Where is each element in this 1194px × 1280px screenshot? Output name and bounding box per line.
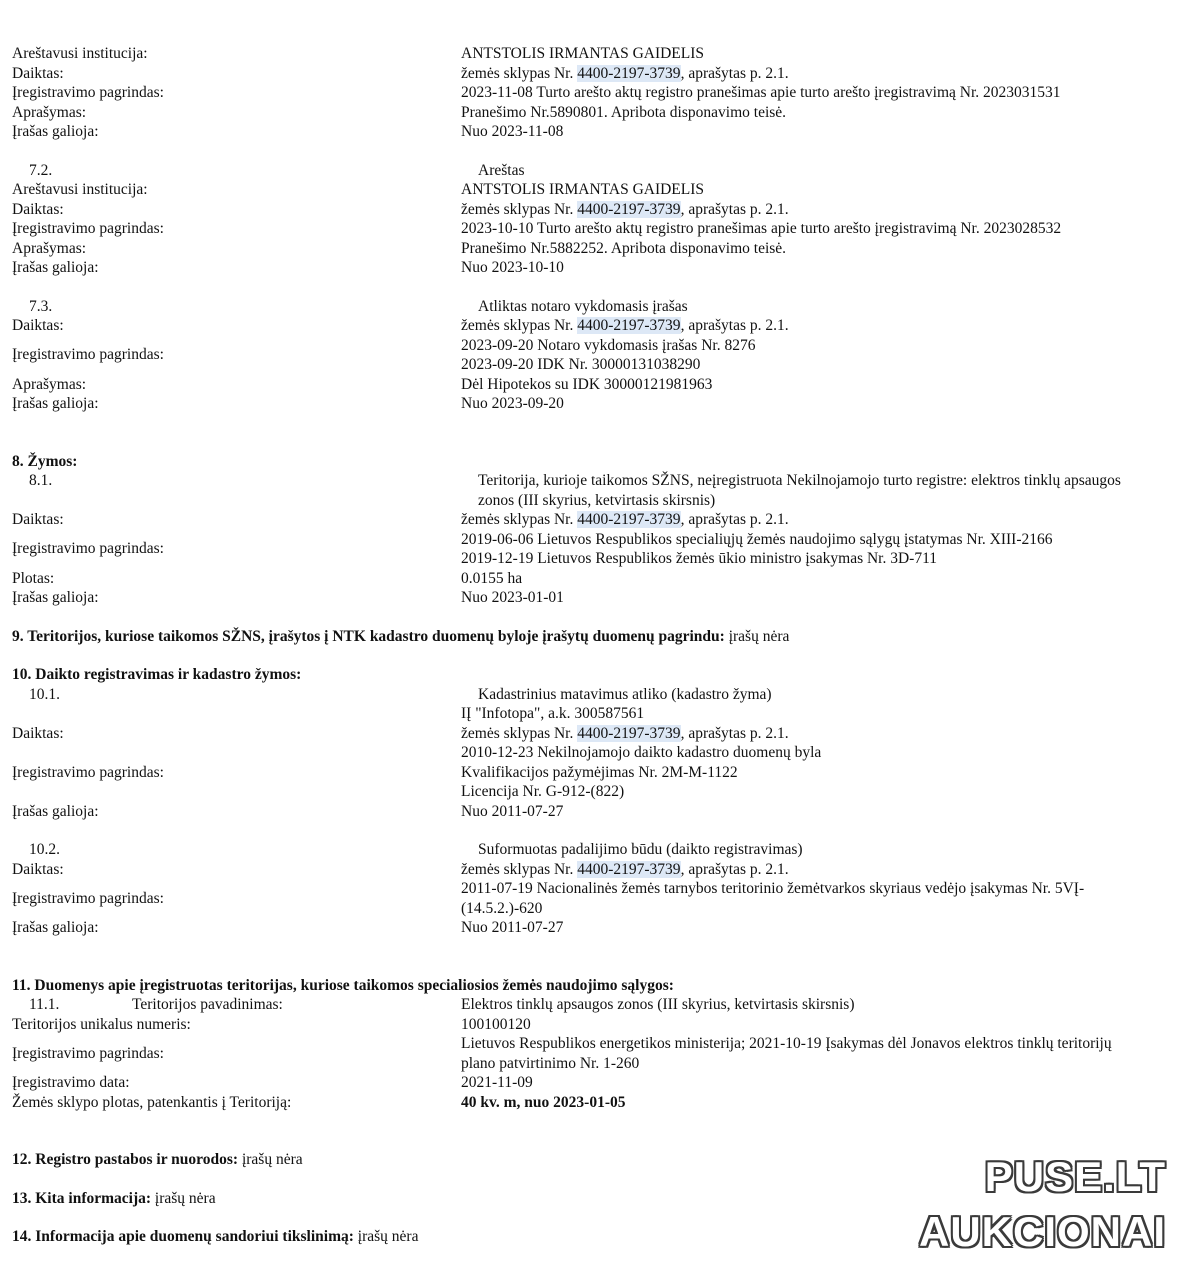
field-value [461, 860, 1141, 880]
entry-row [12, 802, 1182, 822]
object-prefix: žemės sklypas Nr. [461, 200, 578, 218]
section-title: 14. Informacija apie duomenų sandoriui tikslinimą: [12, 1228, 354, 1245]
field-value: 2021-11-09 [461, 1074, 533, 1091]
field-value: 0.0155 ha [461, 569, 523, 587]
field-label: Žemės sklypo plotas, patenkantis į Teritoriją: [12, 1093, 292, 1111]
section-title: 9. Teritorijos, kuriose taikomos SŽNS, įrašytos į NTK kadastro duomenų byloje įrašytų duomenų pagrindu: [12, 627, 725, 645]
field-label: Aprašymas: [12, 375, 87, 393]
object-prefix: žemės sklypas Nr. [461, 724, 578, 742]
section-heading: 8. Žymos: [12, 452, 78, 470]
field-value [461, 510, 1141, 530]
object-suffix: , aprašytas p. 2.1. [680, 317, 789, 334]
field-label: Daiktas: [12, 200, 64, 218]
registry-document [12, 44, 1182, 1247]
basis-line: 2019-06-06 Lietuvos Respublikos specialiųjų žemės naudojimo sąlygų įstatymas Nr. XIII-2166 [461, 530, 1053, 548]
parcel-number: 4400-2197-3739 [577, 200, 681, 218]
entry-row [12, 83, 1182, 103]
field-value [461, 336, 1141, 375]
entry-row [12, 103, 1182, 123]
entry-row [12, 180, 1182, 200]
object-prefix: žemės sklypas Nr. [461, 64, 578, 82]
field-value: 40 kv. m, nuo 2023-01-05 [461, 1093, 626, 1111]
field-value: ANTSTOLIS IRMANTAS GAIDELIS [461, 181, 705, 198]
entry-number-label [12, 995, 461, 1015]
field-label: Teritorijos pavadinimas: [132, 996, 283, 1013]
field-value: Pranešimo Nr.5882252. Apribota disponavimo teisė. [461, 239, 787, 257]
field-value: Dėl Hipotekos su IDK 30000121981963 [461, 375, 713, 393]
field-label: Įregistravimo pagrindas: [12, 1044, 164, 1062]
field-label: Daiktas: [12, 724, 64, 742]
section-status: įrašų nėra [151, 1189, 216, 1207]
field-label: Daiktas: [12, 64, 64, 82]
field-value: Nuo 2011-07-27 [461, 919, 564, 936]
field-label: Įrašas galioja: [12, 259, 99, 276]
field-label: Daiktas: [12, 317, 64, 334]
field-value: Nuo 2023-01-01 [461, 589, 564, 606]
entry-row [12, 510, 1182, 530]
section-title: 13. Kita informacija: [12, 1189, 152, 1207]
entry-number-row [12, 685, 1182, 705]
field-value: Nuo 2023-10-10 [461, 259, 564, 276]
entry-row [12, 724, 1182, 744]
basis-line: 2023-09-20 Notaro vykdomasis įrašas Nr. 8276 [461, 336, 756, 354]
entry-title: Atliktas notaro vykdomasis įrašas [478, 297, 688, 315]
field-label: Įregistravimo pagrindas: [12, 220, 164, 237]
object-suffix: , aprašytas p. 2.1. [680, 724, 789, 742]
entry-title: Areštas [478, 161, 525, 179]
field-value [461, 200, 1141, 220]
field-label: Įrašas galioja: [12, 919, 99, 936]
entry-title: Kadastrinius matavimus atliko (kadastro žyma) [478, 685, 772, 703]
field-label: Įrašas galioja: [12, 802, 99, 820]
entry-row [12, 1015, 1182, 1035]
field-value: Elektros tinklų apsaugos zonos (III skyrius, ketvirtasis skirsnis) [461, 996, 855, 1013]
watermark-line-2: AUKCIONAI [919, 1208, 1166, 1255]
entry-row [12, 530, 1182, 569]
entry-number-row [12, 161, 1182, 181]
field-value: 2011-07-19 Nacionalinės žemės tarnybos teritorinio žemėtvarkos skyriaus vedėjo įsakymas Nr. 5VĮ-(14.5.2.)-620 [461, 880, 1085, 917]
field-value [461, 64, 1141, 84]
field-label: Įrašas galioja: [12, 395, 99, 412]
field-value [461, 743, 1141, 802]
field-label: Aprašymas: [12, 103, 87, 121]
field-value: 100100120 [461, 1015, 531, 1033]
field-value: Pranešimo Nr.5890801. Apribota disponavimo teisė. [461, 103, 787, 121]
parcel-number: 4400-2197-3739 [577, 511, 681, 528]
basis-line: 2019-12-19 Lietuvos Respublikos žemės ūkio ministro įsakymas Nr. 3D-711 [461, 550, 938, 567]
entry-number: 10.2. [29, 841, 60, 858]
entry-title: Teritorija, kurioje taikomos SŽNS, neįregistruota Nekilnojamojo turto registre: elektros tinklų apsaugos zonos (III skyrius, ketvirtasis skirsnis) [478, 472, 1121, 509]
field-value: 2023-11-08 Turto arešto aktų registro pranešimas apie turto arešto įregistravimą Nr. 2023031531 [461, 84, 1061, 101]
field-label: Įregistravimo pagrindas: [12, 540, 164, 558]
field-label: Areštavusi institucija: [12, 45, 148, 62]
field-label: Įregistravimo pagrindas: [12, 763, 164, 781]
entry-row [12, 44, 1182, 64]
section-status: įrašų nėra [353, 1228, 419, 1245]
entry-row [12, 743, 1182, 802]
entry-row [12, 879, 1182, 918]
object-prefix: žemės sklypas Nr. [461, 860, 578, 878]
field-value: Nuo 2023-09-20 [461, 395, 564, 412]
field-label: Įregistravimo pagrindas: [12, 889, 164, 907]
entry-row [12, 64, 1182, 84]
section-heading [12, 627, 1182, 647]
field-label: Areštavusi institucija: [12, 181, 148, 198]
parcel-number: 4400-2197-3739 [577, 317, 681, 334]
entry-number: 8.1. [29, 472, 53, 489]
entry-row [12, 219, 1182, 239]
field-value [461, 530, 1141, 569]
section-status: įrašų nėra [238, 1151, 303, 1168]
parcel-number: 4400-2197-3739 [577, 64, 681, 82]
entry-number: 7.3. [29, 297, 53, 315]
entry-number: 7.2. [29, 161, 53, 179]
field-value [461, 724, 1141, 744]
entry-number: 10.1. [29, 685, 60, 703]
field-label: Daiktas: [12, 511, 64, 528]
entry-number-row [12, 297, 1182, 317]
field-label: Įregistravimo pagrindas: [12, 84, 164, 101]
entry-row [12, 336, 1182, 375]
field-label: Daiktas: [12, 860, 64, 878]
object-prefix: žemės sklypas Nr. [461, 511, 578, 528]
parcel-number: 4400-2197-3739 [577, 860, 681, 878]
entry-row [12, 569, 1182, 589]
section-heading: 11. Duomenys apie įregistruotas teritorijas, kuriose taikomos specialiosios žemės naudojimo sąlygos: [12, 976, 674, 994]
basis-line: 2023-09-20 IDK Nr. 30000131038290 [461, 356, 701, 373]
section-heading: 10. Daikto registravimas ir kadastro žymos: [12, 666, 302, 683]
basis-line: Licencija Nr. G-912-(822) [461, 783, 625, 800]
field-label: Teritorijos unikalus numeris: [12, 1015, 191, 1033]
entry-row [12, 122, 1182, 142]
entry-number: 11.1. [29, 996, 60, 1013]
field-value: Lietuvos Respublikos energetikos ministerija; 2021-10-19 Įsakymas dėl Jonavos elektros tinklų teritorijų plano patvirtinimo Nr. 1-260 [461, 1035, 1112, 1072]
entry-row [12, 200, 1182, 220]
field-label: Plotas: [12, 569, 55, 587]
field-label: Įregistravimo pagrindas: [12, 346, 164, 364]
parcel-number: 4400-2197-3739 [577, 724, 681, 742]
entry-row [12, 1034, 1182, 1073]
field-label: Aprašymas: [12, 239, 87, 257]
section-title: 12. Registro pastabos ir nuorodos: [12, 1151, 239, 1168]
entry-row [12, 588, 1182, 608]
field-value: Nuo 2023-11-08 [461, 123, 564, 140]
entry-row [12, 239, 1182, 259]
entry-number-row [12, 995, 1182, 1015]
object-suffix: , aprašytas p. 2.1. [680, 860, 789, 878]
entry-title: Suformuotas padalijimo būdu (daikto registravimas) [478, 841, 803, 858]
entry-number-row [12, 471, 1182, 510]
object-suffix: , aprašytas p. 2.1. [680, 200, 789, 218]
object-suffix: , aprašytas p. 2.1. [680, 64, 789, 82]
entry-row [12, 860, 1182, 880]
field-value: Nuo 2011-07-27 [461, 802, 564, 820]
entry-row [12, 704, 1182, 724]
entry-row [12, 1073, 1182, 1093]
field-value: ANTSTOLIS IRMANTAS GAIDELIS [461, 45, 705, 62]
field-label: Įregistravimo data: [12, 1074, 130, 1091]
field-value [461, 316, 1141, 336]
object-suffix: , aprašytas p. 2.1. [680, 511, 789, 528]
field-value: 2023-10-10 Turto arešto aktų registro pranešimas apie turto arešto įregistravimą Nr. 2023028532 [461, 220, 1062, 237]
field-label: Įrašas galioja: [12, 123, 99, 140]
entry-row [12, 918, 1182, 938]
object-prefix: žemės sklypas Nr. [461, 317, 578, 334]
basis-line: Kvalifikacijos pažymėjimas Nr. 2M-M-1122 [461, 763, 738, 781]
entry-row [12, 316, 1182, 336]
entry-number-row [12, 840, 1182, 860]
entry-row [12, 1093, 1182, 1113]
basis-line: 2010-12-23 Nekilnojamojo daikto kadastro duomenų byla [461, 744, 822, 761]
field-label: Įrašas galioja: [12, 589, 99, 606]
entry-row [12, 394, 1182, 414]
section-status: įrašų nėra [724, 627, 790, 645]
entry-row [12, 375, 1182, 395]
field-value: IĮ "Infotopa", a.k. 300587561 [461, 705, 645, 722]
entry-row [12, 258, 1182, 278]
watermark-line-1: PUSE.LT [984, 1153, 1166, 1200]
